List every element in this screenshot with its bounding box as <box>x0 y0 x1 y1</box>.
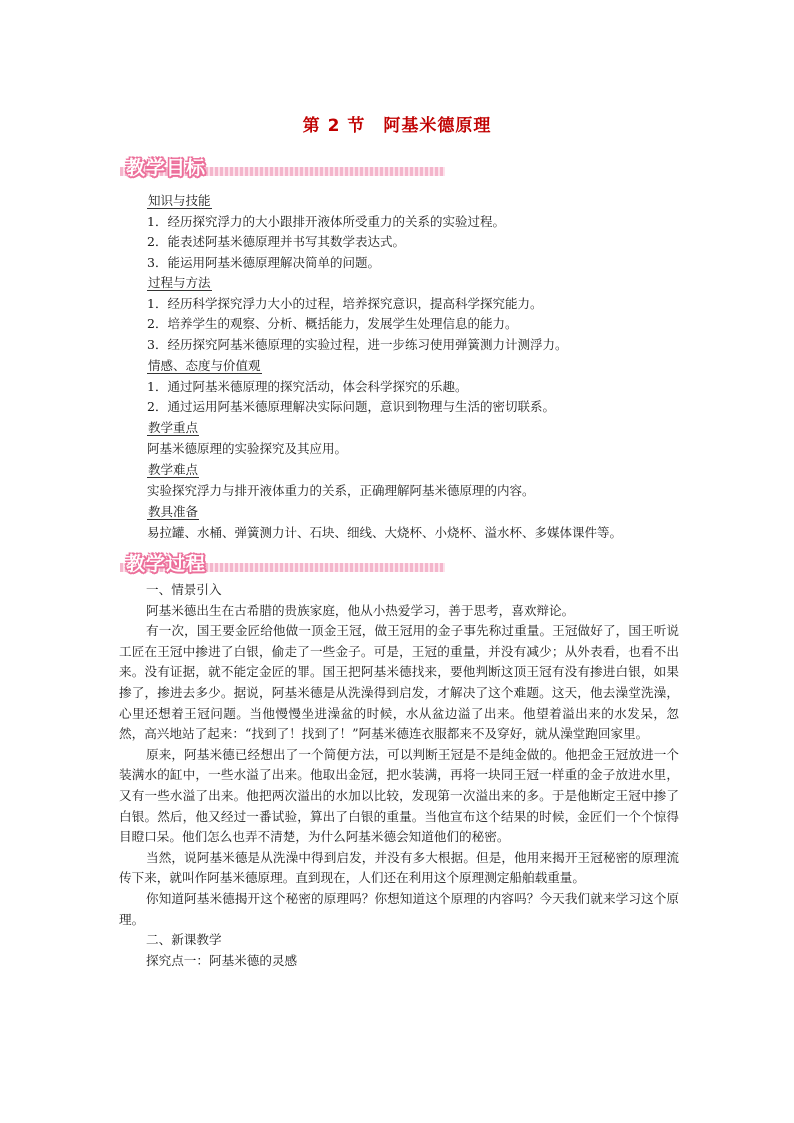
difficulty-heading: 教学难点 <box>148 462 199 477</box>
emotion-section <box>147 356 657 418</box>
process-item: 3．经历探究阿基米德原理的实验过程，进一步练习使用弹簧测力计测浮力。 <box>147 336 568 352</box>
goals-banner <box>120 153 445 177</box>
difficulty-text: 实验探究浮力与排开液体重力的关系，正确理解阿基米德原理的内容。 <box>147 482 535 498</box>
body-paragraph: 原来，阿基米德已经想出了一个简便方法，可以判断王冠是不是纯金做的。他把金王冠放进一个装满水的缸中，一些水溢了出来。他取出金冠，把水装满，再将一块同王冠一样重的金子放进水里，又有一些水溢了出来。他把两次溢出的水加以比较，发现第一次溢出来的多。于是他断定王冠中掺了白银。然后，他又经过一番试验，算出了白银的重量。当他宣布这个结果的时候，金匠们一个个惊得目瞪口呆。他们怎么也弄不清楚，为什么阿基米德会知道他们的秘密。 <box>119 746 679 845</box>
key-point-heading: 教学重点 <box>148 420 199 435</box>
process-heading-banner: 教学过程 <box>126 553 207 575</box>
body-paragraph: 探究点一：阿基米德的灵感 <box>146 952 298 968</box>
emotion-item: 1．通过阿基米德原理的探究活动，体会科学探究的乐趣。 <box>147 378 468 394</box>
tools-heading: 教具准备 <box>148 504 199 519</box>
emotion-heading: 情感、态度与价值观 <box>148 358 261 373</box>
tools-text: 易拉罐、水桶、弹簧测力计、石块、细线、大烧杯、小烧杯、溢水杯、多媒体课件等。 <box>147 524 623 540</box>
knowledge-item: 2．能表述阿基米德原理并书写其数学表达式。 <box>147 234 405 249</box>
difficulty-section <box>147 460 657 501</box>
knowledge-item: 1．经历探究浮力的大小跟排开液体所受重力的关系的实验过程。 <box>147 213 505 229</box>
emotion-item: 2．通过运用阿基米德原理解决实际问题，意识到物理与生活的密切联系。 <box>147 399 555 414</box>
process-heading: 过程与方法 <box>148 275 211 290</box>
body-paragraph: 阿基米德出生在古希腊的贵族家庭，他从小热爱学习，善于思考，喜欢辩论。 <box>146 602 575 618</box>
process-item: 2．培养学生的观察、分析、概括能力，发展学生处理信息的能力。 <box>147 316 518 331</box>
process-item: 1．经历科学探究浮力大小的过程，培养探究意识，提高科学探究能力。 <box>147 295 543 311</box>
body-paragraph: 二、新课教学 <box>146 932 222 948</box>
key-point-section <box>147 418 657 459</box>
page-title: 第 2 节 阿基米德原理 <box>302 116 492 136</box>
knowledge-heading: 知识与技能 <box>148 193 211 208</box>
body-paragraph: 当然，说阿基米德是从洗澡中得到启发，并没有多大根据。但是，他用来揭开王冠秘密的原理流传下来，就叫作阿基米德原理。直到现在，人们还在利用这个原理测定船舶载重量。 <box>119 849 679 886</box>
process-section <box>147 273 657 355</box>
key-point-text: 阿基米德原理的实验探究及其应用。 <box>147 440 348 456</box>
body-paragraph: 一、情景引入 <box>146 582 222 597</box>
process-banner <box>120 549 445 573</box>
knowledge-section <box>147 191 657 273</box>
goals-heading: 教学目标 <box>126 157 207 179</box>
tools-section <box>147 502 657 543</box>
knowledge-item: 3．能运用阿基米德原理解决简单的问题。 <box>147 254 380 270</box>
body-paragraph: 有一次，国王要金匠给他做一顶金王冠，做王冠用的金子事先称过重量。王冠做好了，国王听说工匠在王冠中掺进了白银，偷走了一些金子。可是，王冠的重量，并没有减少；从外表看，也看不出来。没有证据，就不能定金匠的罪。国王把阿基米德找来，要他判断这顶王冠有没有掺进白银，如果掺了，掺进去多少。据说，阿基米德是从洗澡得到启发，才解决了这个难题。这天，他去澡堂洗澡，心里还想着王冠问题。当他慢慢坐进澡盆的时候，水从盆边溢了出来。他望着溢出来的水发呆，忽然，高兴地站了起来：“找到了！找到了！”阿基米德连衣服都来不及穿好，就从澡堂跑回家里。 <box>119 623 679 742</box>
lesson-body <box>119 580 679 971</box>
body-paragraph: 你知道阿基米德揭开这个秘密的原理吗？你想知道这个原理的内容吗？今天我们就来学习这个原理。 <box>119 890 679 927</box>
